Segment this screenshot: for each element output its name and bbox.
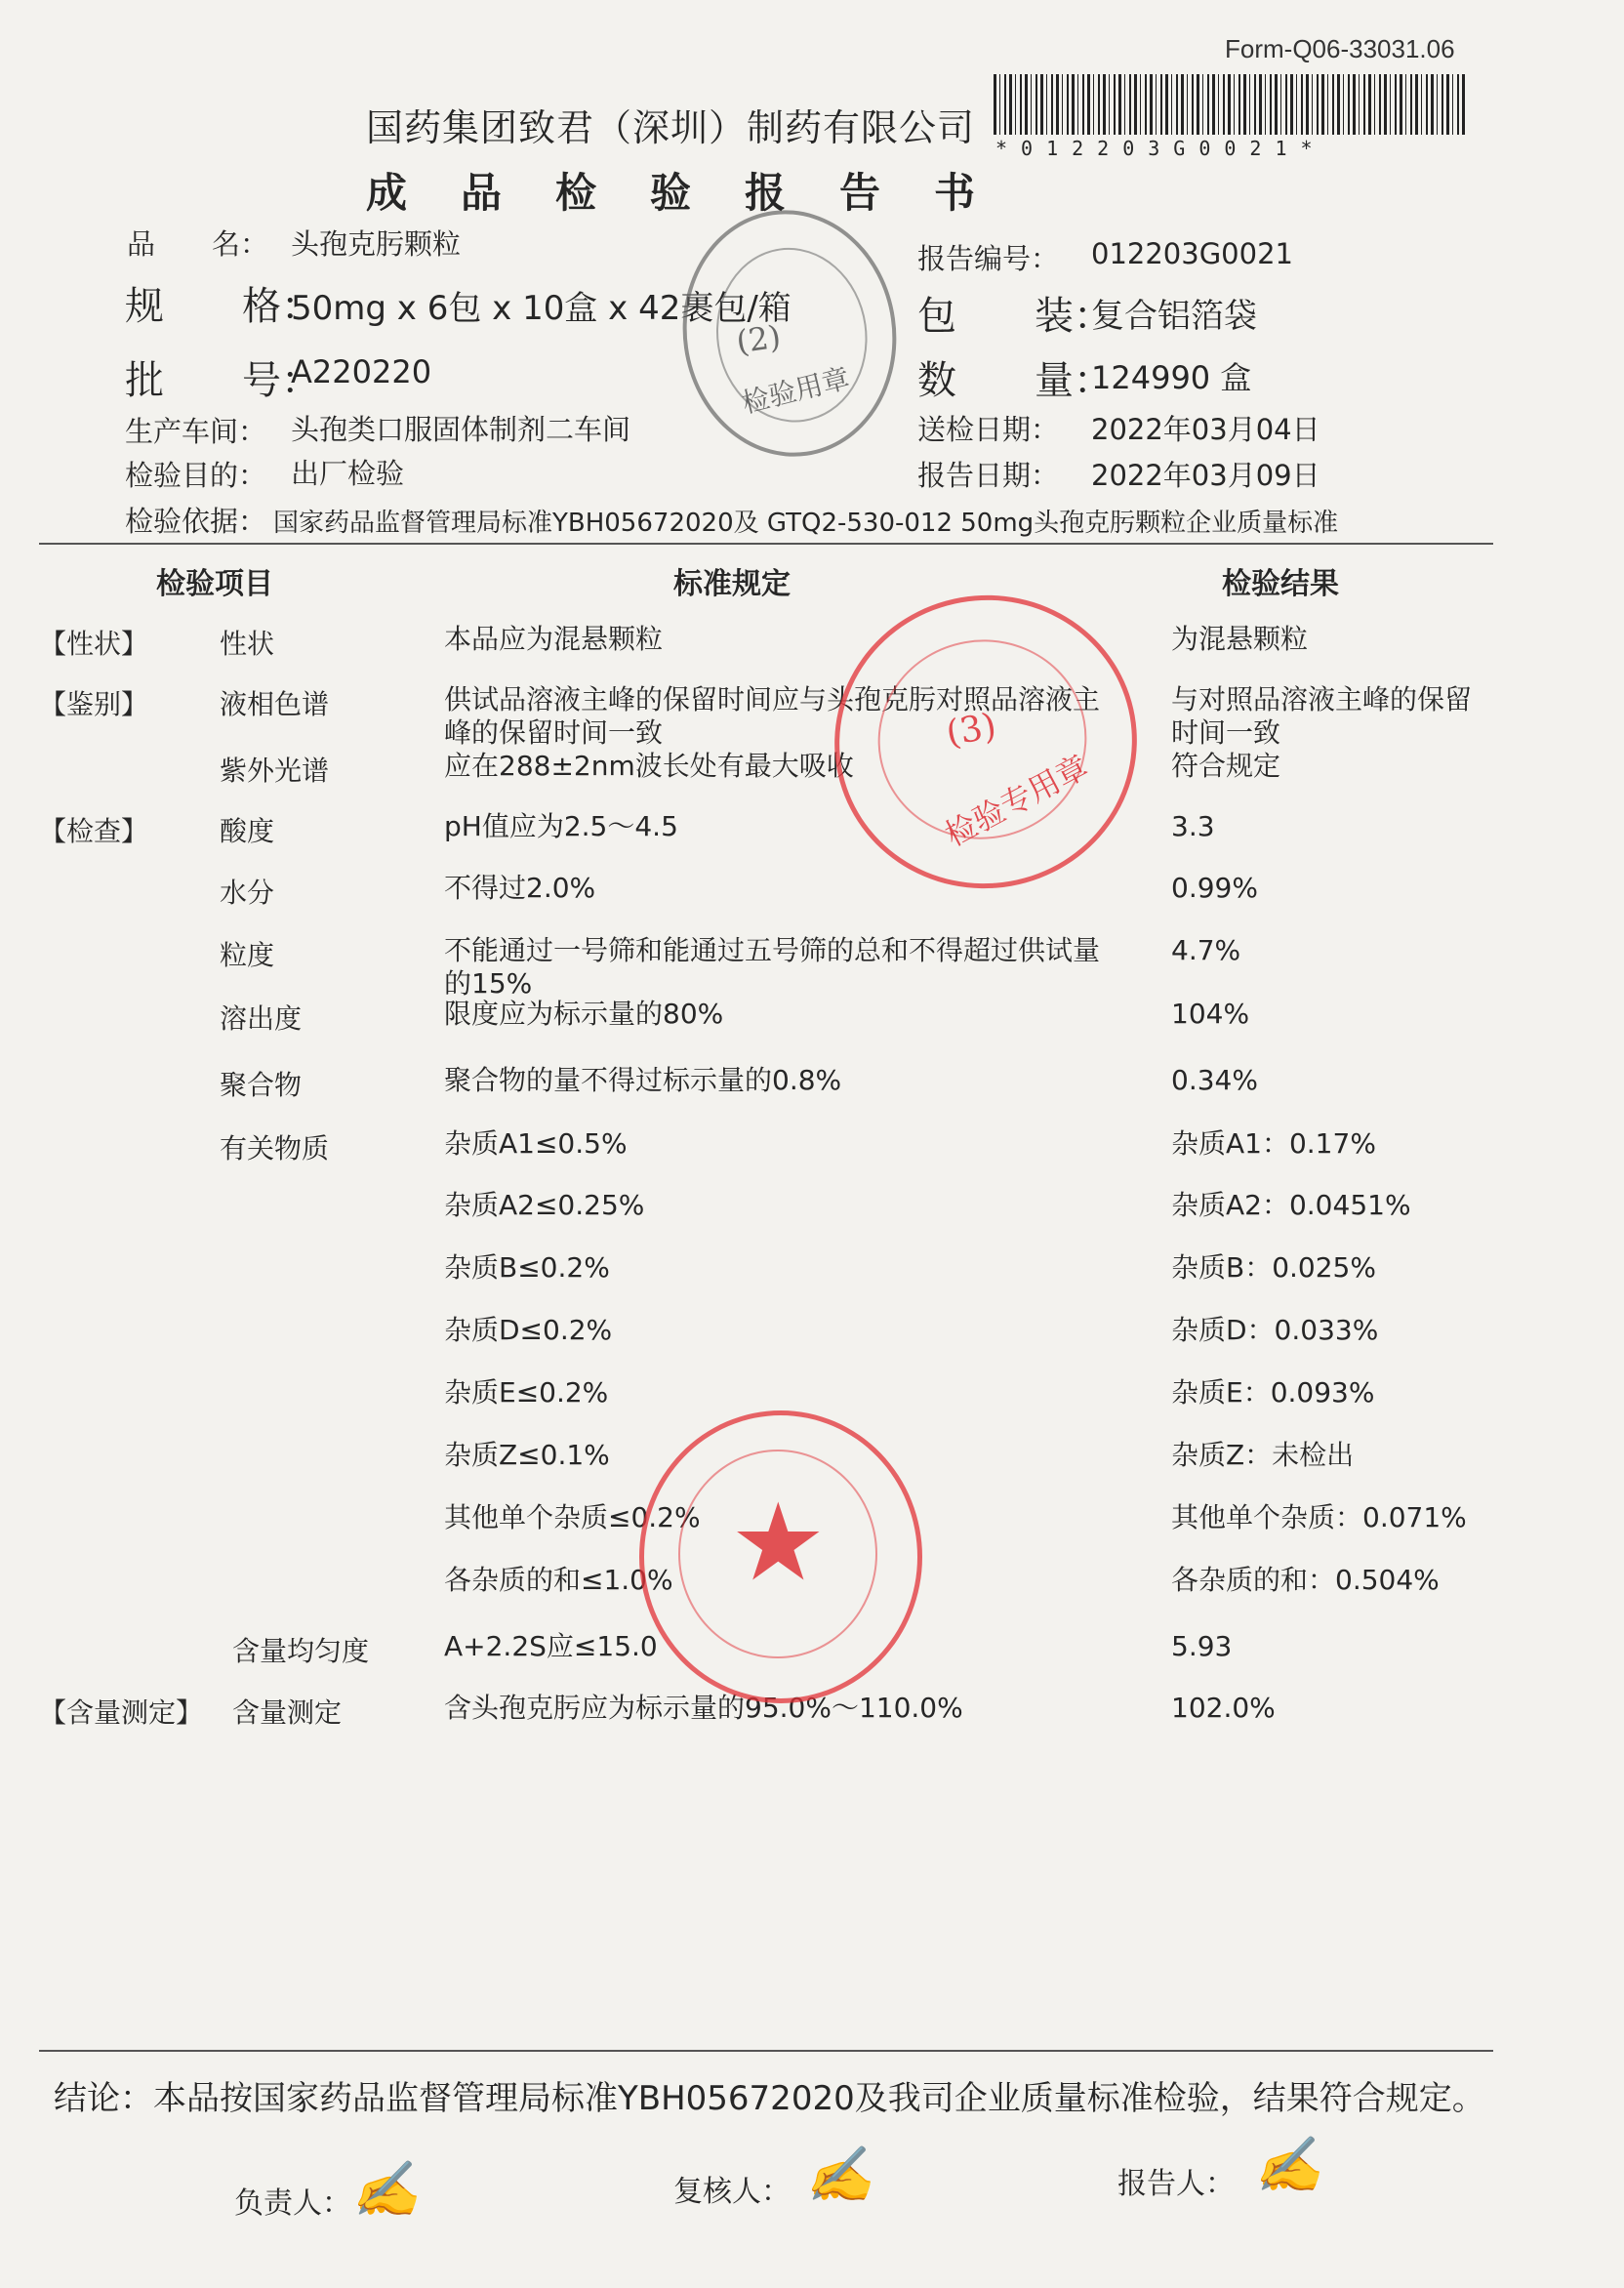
row-item: 聚合物 xyxy=(220,1069,303,1101)
row-result: 杂质Z：未检出 xyxy=(1171,1439,1355,1471)
purpose-label: 检验目的： xyxy=(125,459,267,492)
header-item: 检验项目 xyxy=(156,567,273,601)
row-item: 溶出度 xyxy=(220,1002,303,1035)
quantity-value: 124990 盒 xyxy=(1091,359,1252,396)
reviewer-signature: ✍ xyxy=(805,2144,873,2207)
row-result: 杂质A2：0.0451% xyxy=(1171,1189,1411,1221)
row-standard: 杂质A1≤0.5% xyxy=(444,1127,628,1160)
row-standard: 杂质A2≤0.25% xyxy=(444,1189,645,1221)
report-date-label: 报告日期： xyxy=(917,459,1060,492)
row-item: 含量均匀度 xyxy=(232,1635,370,1667)
conclusion: 结论：本品按国家药品监督管理局标准YBH05672020及我司企业质量标准检验，结果符合规定。 xyxy=(54,2079,1485,2118)
row-result: 102.0% xyxy=(1171,1692,1276,1724)
row-section: 【检查】 xyxy=(39,815,149,847)
row-result: 杂质E：0.093% xyxy=(1171,1376,1375,1409)
row-standard: 不能通过一号筛和能通过五号筛的总和不得超过供试量的15% xyxy=(444,934,1101,1000)
gray-stamp-text: 检验用章 xyxy=(739,361,853,420)
report-no-value: 012203G0021 xyxy=(1091,237,1293,270)
header-result: 检验结果 xyxy=(1222,567,1339,601)
row-standard: 杂质B≤0.2% xyxy=(444,1251,610,1284)
row-result: 5.93 xyxy=(1171,1630,1233,1662)
batch-label: 批 号： xyxy=(125,358,320,403)
send-date-value: 2022年03月04日 xyxy=(1091,413,1320,446)
row-result: 104% xyxy=(1171,998,1250,1030)
reviewer-label: 复核人： xyxy=(673,2175,791,2209)
row-section: 【性状】 xyxy=(39,628,149,660)
receiving-stamp-red xyxy=(639,1410,922,1703)
barcode-text: *012203G0021* xyxy=(995,137,1326,160)
package-value: 复合铝箔袋 xyxy=(1091,297,1257,336)
row-item: 性状 xyxy=(220,628,275,660)
workshop-value: 头孢类口服固体制剂二车间 xyxy=(291,413,631,446)
row-standard: 供试品溶液主峰的保留时间应与头孢克肟对照品溶液主峰的保留时间一致 xyxy=(444,683,1101,749)
row-result: 为混悬颗粒 xyxy=(1171,623,1309,655)
row-section: 【含量测定】 xyxy=(39,1696,204,1729)
row-standard: 各杂质的和≤1.0% xyxy=(444,1564,673,1596)
quantity-label: 数 量： xyxy=(917,358,1113,403)
header-standard: 标准规定 xyxy=(673,567,791,601)
row-result: 杂质D：0.033% xyxy=(1171,1314,1379,1346)
row-item: 含量测定 xyxy=(232,1696,343,1729)
package-label: 包 装： xyxy=(917,294,1113,339)
row-item: 紫外光谱 xyxy=(220,755,330,787)
row-item: 液相色谱 xyxy=(220,688,330,720)
row-result: 杂质B：0.025% xyxy=(1171,1251,1376,1284)
conclusion-rule xyxy=(39,2050,1493,2052)
name-label: 品 名： xyxy=(127,227,269,261)
company-name: 国药集团致君（深圳）制药有限公司 xyxy=(366,106,976,149)
row-standard: pH值应为2.5～4.5 xyxy=(444,810,678,842)
row-result: 4.7% xyxy=(1171,934,1241,966)
report-no-label: 报告编号： xyxy=(917,242,1060,275)
spec-label: 规 格： xyxy=(125,284,320,329)
reporter-label: 报告人： xyxy=(1117,2167,1235,2201)
responsible-label: 负责人： xyxy=(234,2186,351,2221)
row-standard: 杂质E≤0.2% xyxy=(444,1376,609,1409)
row-standard: 限度应为标示量的80% xyxy=(444,998,724,1030)
red-stamp-text: 检验专用章 xyxy=(939,747,1095,854)
row-standard: 应在288±2nm波长处有最大吸收 xyxy=(444,750,854,782)
row-result: 3.3 xyxy=(1171,810,1215,842)
barcode xyxy=(994,74,1467,135)
responsible-signature: ✍ xyxy=(351,2158,420,2222)
row-result: 各杂质的和：0.504% xyxy=(1171,1564,1440,1596)
report-date-value: 2022年03月09日 xyxy=(1091,459,1320,492)
inspection-stamp-gray xyxy=(667,196,912,470)
report-title: 成品检验报告书 xyxy=(366,169,1030,217)
name-value: 头孢克肟颗粒 xyxy=(291,227,462,261)
star-icon: ★ xyxy=(730,1480,827,1605)
row-result: 杂质A1：0.17% xyxy=(1171,1127,1376,1160)
gray-stamp-number: (2) xyxy=(734,317,784,361)
basis-value: 国家药品监督管理局标准YBH05672020及 GTQ2-530-012 50mg头孢克肟颗粒企业质量标准 xyxy=(273,509,1339,538)
batch-value: A220220 xyxy=(291,353,432,390)
red-stamp-number: (3) xyxy=(943,706,999,755)
purpose-value: 出厂检验 xyxy=(291,457,405,490)
row-result: 与对照品溶液主峰的保留时间一致 xyxy=(1171,683,1473,749)
workshop-label: 生产车间： xyxy=(125,415,267,448)
send-date-label: 送检日期： xyxy=(917,413,1060,446)
row-item: 粒度 xyxy=(220,939,275,971)
form-code: Form-Q06-33031.06 xyxy=(1225,34,1455,63)
row-result: 0.99% xyxy=(1171,872,1258,904)
spec-value: 50mg x 6包 x 10盒 x 42裹包/箱 xyxy=(291,289,792,328)
basis-label: 检验依据： xyxy=(125,505,267,538)
row-item: 有关物质 xyxy=(220,1132,330,1164)
row-standard: 聚合物的量不得过标示量的0.8% xyxy=(444,1064,842,1096)
row-item: 水分 xyxy=(220,877,275,909)
row-standard: A+2.2S应≤15.0 xyxy=(444,1630,658,1662)
row-standard: 不得过2.0% xyxy=(444,872,596,904)
table-top-rule xyxy=(39,543,1493,545)
row-result: 其他单个杂质：0.071% xyxy=(1171,1501,1467,1533)
row-section: 【鉴别】 xyxy=(39,688,149,720)
row-standard: 杂质D≤0.2% xyxy=(444,1314,613,1346)
row-result: 符合规定 xyxy=(1171,750,1281,782)
row-standard: 杂质Z≤0.1% xyxy=(444,1439,610,1471)
row-standard: 其他单个杂质≤0.2% xyxy=(444,1501,701,1533)
row-result: 0.34% xyxy=(1171,1064,1258,1096)
row-item: 酸度 xyxy=(220,815,275,847)
row-standard: 本品应为混悬颗粒 xyxy=(444,623,664,655)
reporter-signature: ✍ xyxy=(1254,2134,1322,2197)
row-standard: 含头孢克肟应为标示量的95.0%～110.0% xyxy=(444,1692,963,1724)
